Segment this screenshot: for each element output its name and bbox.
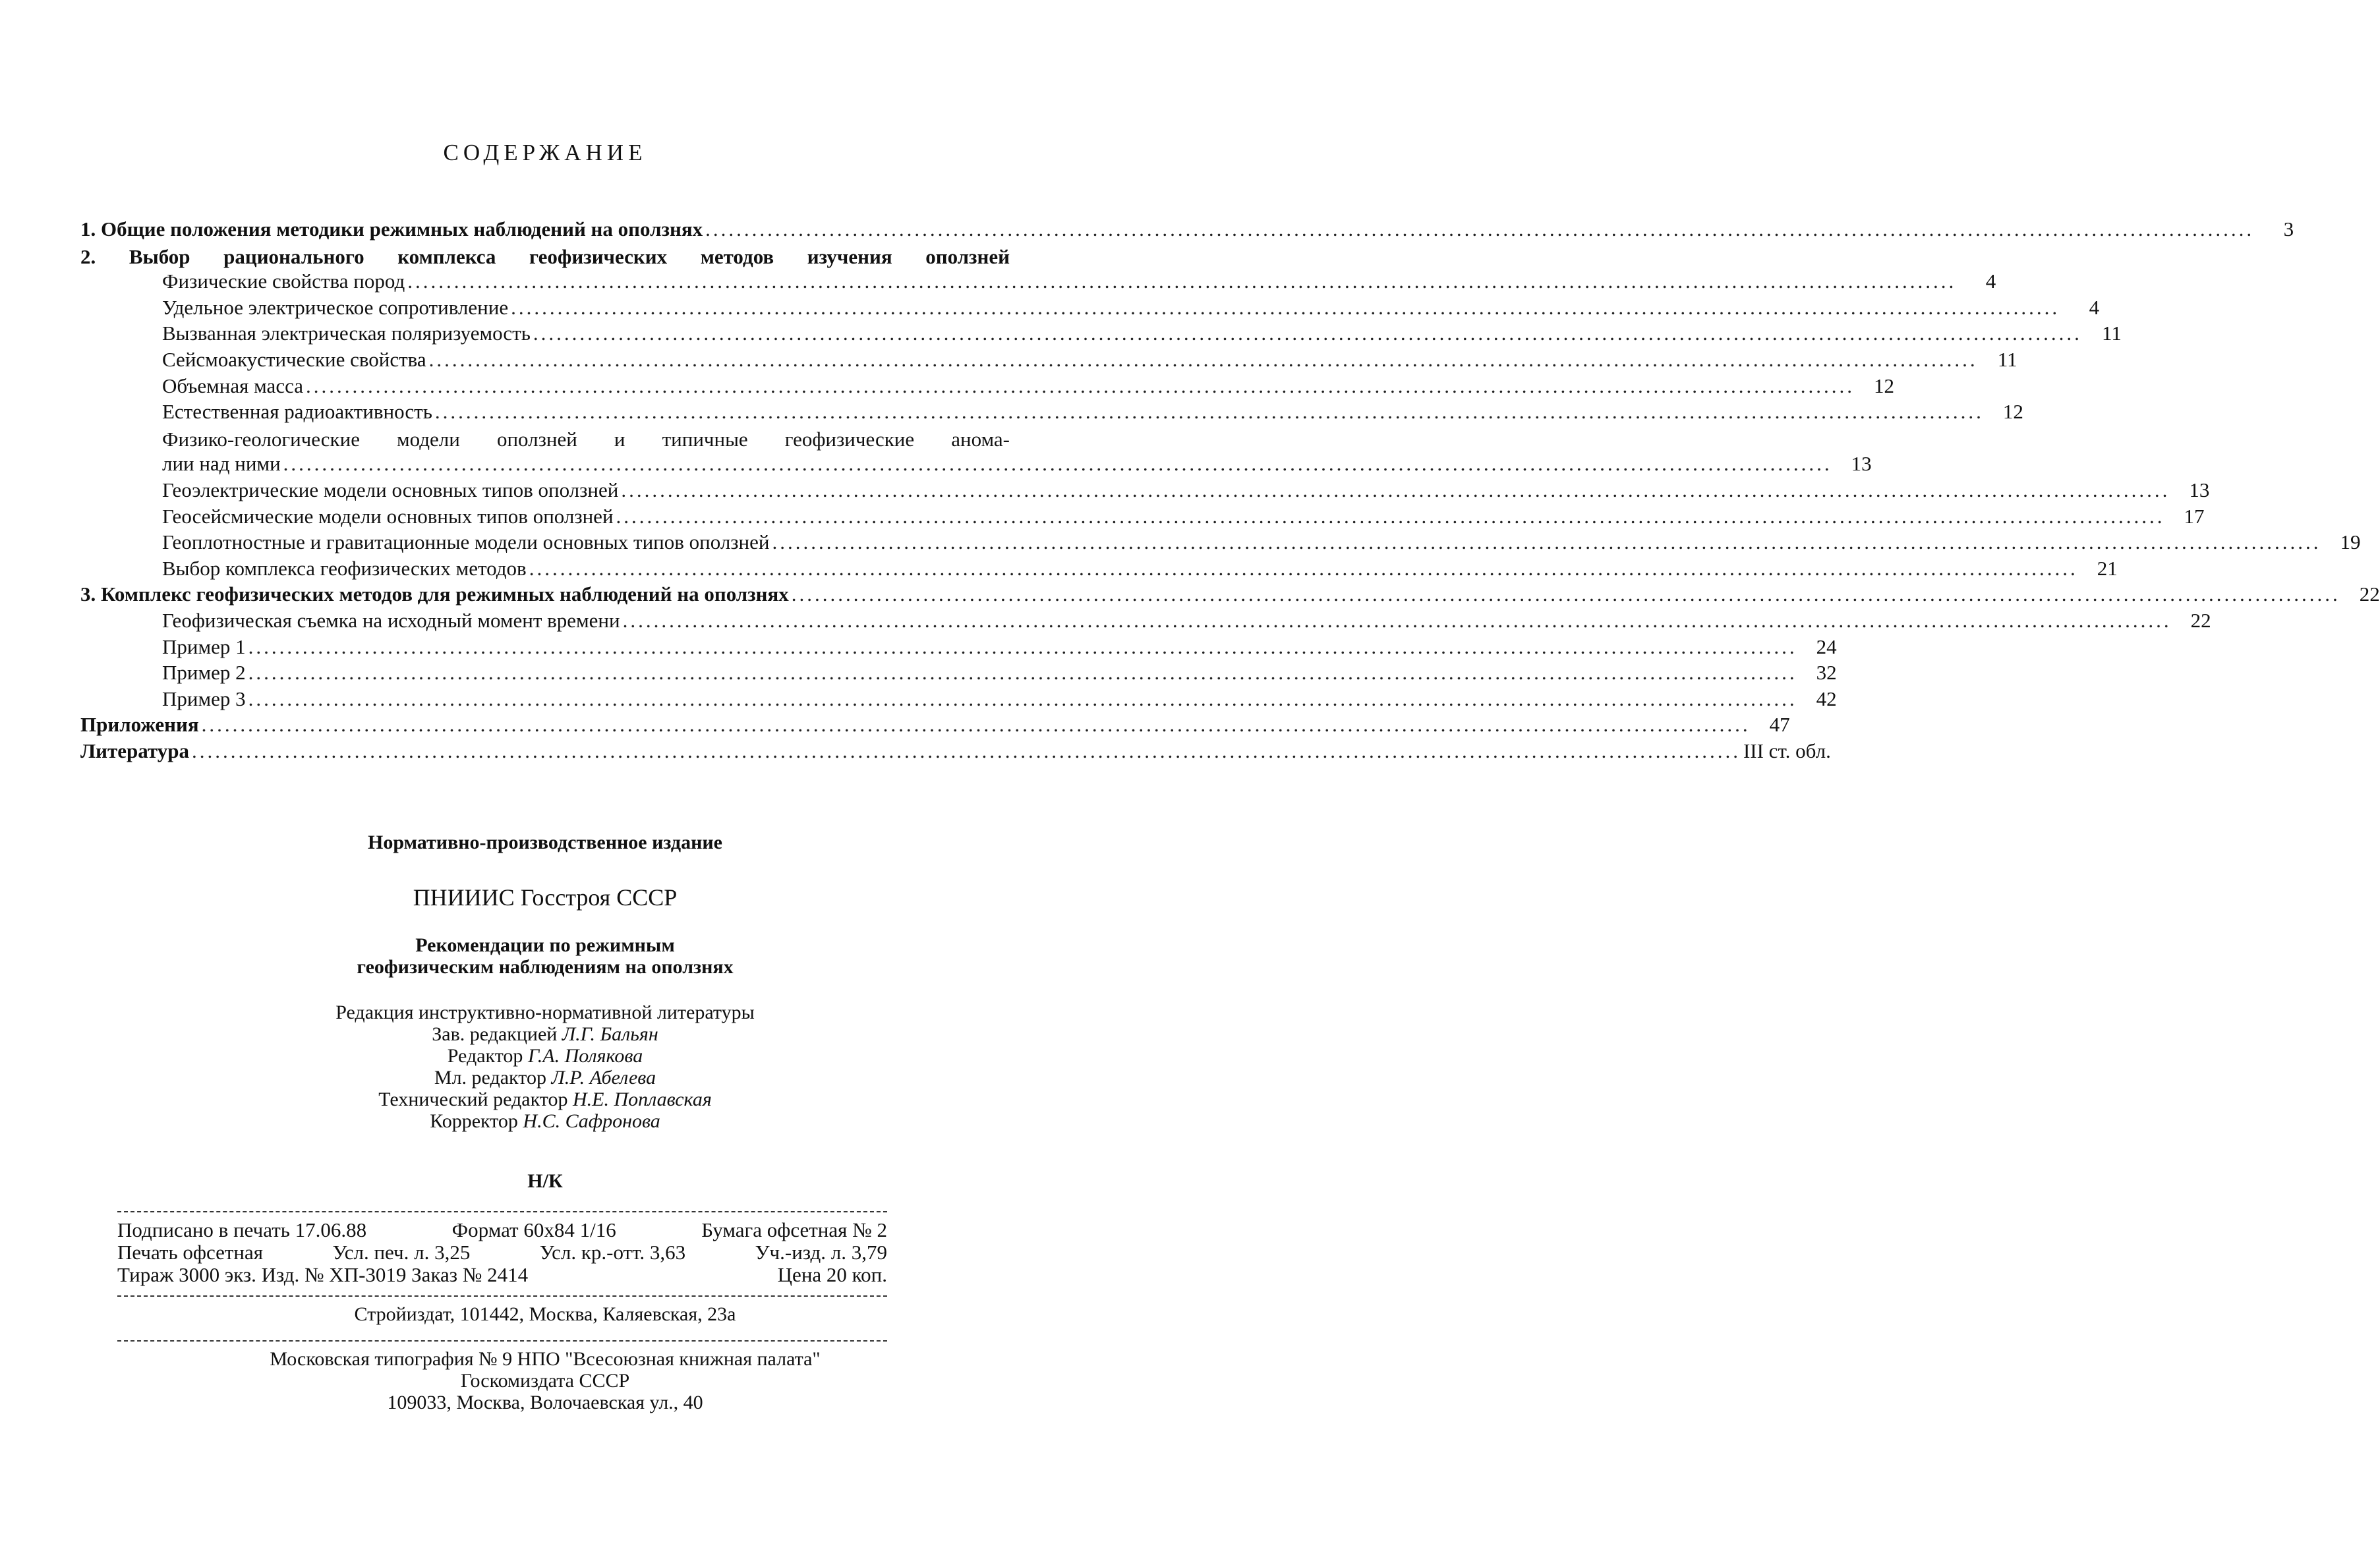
toc-entry-label: Пример 1 (162, 635, 246, 658)
staff-line (0, 1045, 1090, 1067)
toc-entry-page: 12 (2002, 400, 2023, 424)
toc-entry-page: 4 (2089, 295, 2100, 319)
toc-entry (80, 244, 1010, 270)
editorial-block (0, 1002, 1090, 1132)
toc-entry (80, 374, 1894, 401)
staff-role: Зав. редакцией (432, 1023, 558, 1045)
staff-name: Л.Г. Бальян (562, 1023, 658, 1045)
signed-for-print: Подписано в печать 17.06.88 (117, 1218, 367, 1241)
toc-entry (80, 347, 2017, 374)
toc-entry-page: 22 (2359, 582, 2380, 606)
toc-entry (80, 661, 1837, 687)
toc-leader-dots: ........................................................................................................................................................................................................ (533, 322, 2082, 345)
toc-entry-label: Выбор комплекса геофизических методов (162, 556, 527, 580)
staff-line (0, 1089, 1090, 1110)
book-title-block (0, 934, 1090, 978)
staff-name: Г.А. Полякова (527, 1045, 643, 1067)
toc-entry-page: 24 (1816, 635, 1837, 658)
divider-2 (117, 1295, 887, 1297)
staff-list (0, 1023, 1090, 1132)
printer-line1: Московская типография № 9 НПО "Всесоюзная книжная палата" (270, 1348, 821, 1370)
toc-entry (80, 504, 2205, 531)
publication-code: Н/К (527, 1170, 563, 1192)
toc-entry (80, 426, 1010, 453)
toc-entry (80, 400, 2023, 426)
pubinfo-row-1 (117, 1219, 887, 1241)
staff-name: Н.С. Сафронова (523, 1110, 660, 1132)
color-prints: Усл. кр.-отт. 3,63 (539, 1241, 686, 1264)
toc-entry (80, 478, 2210, 505)
toc-entry-page: 32 (1816, 661, 1837, 685)
print-method: Печать офсетная (117, 1241, 263, 1264)
toc-entry (80, 713, 1790, 739)
pubinfo-row-2 (117, 1241, 887, 1264)
publishing-sheets: Уч.-изд. л. 3,79 (755, 1241, 887, 1264)
toc-entry-label: Литература (80, 739, 189, 762)
staff-line (0, 1067, 1090, 1089)
price: Цена 20 коп. (777, 1263, 887, 1286)
toc-entry-label: Геофизическая съемка на исходный момент времени (162, 608, 620, 632)
edition-type: Нормативно-производственное издание (368, 832, 722, 853)
organization-block (0, 884, 1090, 911)
toc-entry (80, 322, 2122, 348)
imprint-block (0, 832, 1090, 853)
toc-leader-dots: ........................................................................................................................................................................................................ (621, 478, 2170, 501)
toc-leader-dots: ........................................................................................................................................................................................................ (616, 504, 2165, 528)
toc-entry-page: 47 (1769, 713, 1790, 737)
toc-leader-dots: ........................................................................................................................................................................................................ (791, 582, 2340, 606)
toc-leader-dots: ........................................................................................................................................................................................................ (622, 608, 2172, 632)
toc-title: СОДЕРЖАНИЕ (443, 140, 647, 165)
paper: Бумага офсетная № 2 (701, 1218, 887, 1241)
toc-entry-page: 13 (2189, 478, 2210, 501)
toc-leader-dots: ........................................................................................................................................................................................................ (248, 661, 1797, 685)
toc-leader-dots: ........................................................................................................................................................................................................ (283, 452, 1832, 476)
toc-leader-dots: ........................................................................................................................................................................................................ (428, 347, 1978, 371)
staff-role: Редактор (447, 1045, 523, 1067)
toc-entry-page: 17 (2184, 504, 2205, 528)
toc-entry-label: Удельное электрическое сопротивление (162, 295, 509, 319)
organization: ПНИИИС Госстроя СССР (413, 884, 678, 911)
toc-entry-label: 3. Комплекс геофизических методов для режимных наблюдений на оползнях (80, 582, 789, 606)
divider-3 (117, 1340, 887, 1342)
toc-leader-dots: ........................................................................................................................................................................................................ (705, 217, 2255, 241)
staff-line (0, 1110, 1090, 1132)
format: Формат 60x84 1/16 (451, 1218, 616, 1241)
code-block (0, 1170, 1090, 1192)
toc-entry (80, 635, 1837, 662)
toc-leader-dots: ........................................................................................................................................................................................................ (191, 739, 1741, 762)
toc-entry (80, 269, 1996, 296)
toc-leader-dots: ........................................................................................................................................................................................................ (434, 400, 1984, 424)
book-title-line2: геофизическим наблюдениям на оползнях (357, 956, 734, 978)
toc-entry-label: 1. Общие положения методики режимных наблюдений на оползнях (80, 217, 703, 241)
printer-block (0, 1348, 1090, 1413)
pubinfo-row-3 (117, 1264, 887, 1286)
toc-entry (80, 739, 1831, 766)
toc-entry-page: III ст. обл. (1743, 739, 1831, 762)
publication-info (117, 1219, 887, 1286)
toc-entry-label: Объемная масса (162, 374, 303, 397)
toc-entry (80, 295, 2100, 322)
toc-entry-label: Геоплотностные и гравитационные модели основных типов оползней (162, 530, 770, 554)
toc-entry-label: Сейсмоакустические свойства (162, 347, 426, 371)
toc-entry-page: 12 (1873, 374, 1894, 397)
toc-entry-label: Физические свойства пород (162, 269, 405, 293)
toc-leader-dots: ........................................................................................................................................................................................................ (529, 556, 2078, 580)
toc-entry-label: Физико-геологические модели оползней и типичные геофизические анома- (162, 427, 1010, 451)
toc-entry-label: Геоэлектрические модели основных типов оползней (162, 478, 619, 501)
toc-entry-page: 42 (1816, 687, 1837, 710)
toc-entry (80, 687, 1837, 714)
staff-name: Н.Е. Поплавская (572, 1089, 712, 1110)
table-of-contents (80, 217, 2380, 765)
staff-line (0, 1023, 1090, 1045)
toc-entry-label: Пример 3 (162, 687, 246, 710)
toc-entry-page: 4 (1985, 269, 1996, 293)
toc-entry-label: Вызванная электрическая поляризуемость (162, 322, 531, 345)
print-run: Тираж 3000 экз. Изд. № ХП-3019 Заказ № 2414 (117, 1263, 529, 1286)
toc-entry-label: 2. Выбор рационального комплекса геофизических методов изучения оползней (80, 244, 1010, 268)
toc-entry (80, 217, 2294, 244)
toc-entry-page: 21 (2097, 556, 2118, 580)
toc-entry-label: Естественная радиоактивность (162, 400, 432, 424)
toc-entry-label: лии над ними (162, 452, 281, 476)
toc-entry-page: 11 (1997, 347, 2017, 371)
staff-role: Мл. редактор (434, 1067, 546, 1089)
toc-entry-page: 22 (2190, 608, 2211, 632)
toc-entry-page: 3 (2283, 217, 2294, 241)
toc-entry-label: Приложения (80, 713, 199, 737)
printer-line2: Госкомиздата СССР (460, 1370, 630, 1392)
toc-leader-dots: ........................................................................................................................................................................................................ (772, 530, 2321, 554)
toc-entry-page: 11 (2102, 322, 2122, 345)
toc-entry-page: 19 (2340, 530, 2361, 554)
toc-entry-page: 13 (1851, 452, 1872, 476)
divider-1 (117, 1211, 887, 1212)
toc-entry-label: Геосейсмические модели основных типов оползней (162, 504, 614, 528)
book-title-line1: Рекомендации по режимным (415, 934, 675, 956)
toc-entry (80, 556, 2118, 583)
toc-leader-dots: ........................................................................................................................................................................................................ (305, 374, 1855, 397)
editorial: Редакция инструктивно-нормативной литературы (335, 1002, 755, 1023)
toc-entry (80, 530, 2361, 557)
toc-entry (80, 582, 2380, 609)
toc-leader-dots: ........................................................................................................................................................................................................ (511, 295, 2060, 319)
toc-leader-dots: ........................................................................................................................................................................................................ (201, 713, 1751, 737)
toc-leader-dots: ........................................................................................................................................................................................................ (407, 269, 1957, 293)
toc-entry (80, 452, 1872, 478)
staff-name: Л.Р. Абелева (551, 1067, 656, 1089)
toc-entry-label: Пример 2 (162, 661, 246, 685)
toc-leader-dots: ........................................................................................................................................................................................................ (248, 687, 1797, 710)
printed-sheets: Усл. печ. л. 3,25 (332, 1241, 471, 1264)
staff-role: Корректор (430, 1110, 518, 1132)
publisher-block (0, 1303, 1090, 1325)
toc-entry (80, 608, 2211, 635)
printer-line3: 109033, Москва, Волочаевская ул., 40 (387, 1392, 703, 1413)
publisher: Стройиздат, 101442, Москва, Каляевская, 23а (354, 1303, 736, 1325)
toc-leader-dots: ........................................................................................................................................................................................................ (248, 635, 1797, 658)
staff-role: Технический редактор (378, 1089, 568, 1110)
